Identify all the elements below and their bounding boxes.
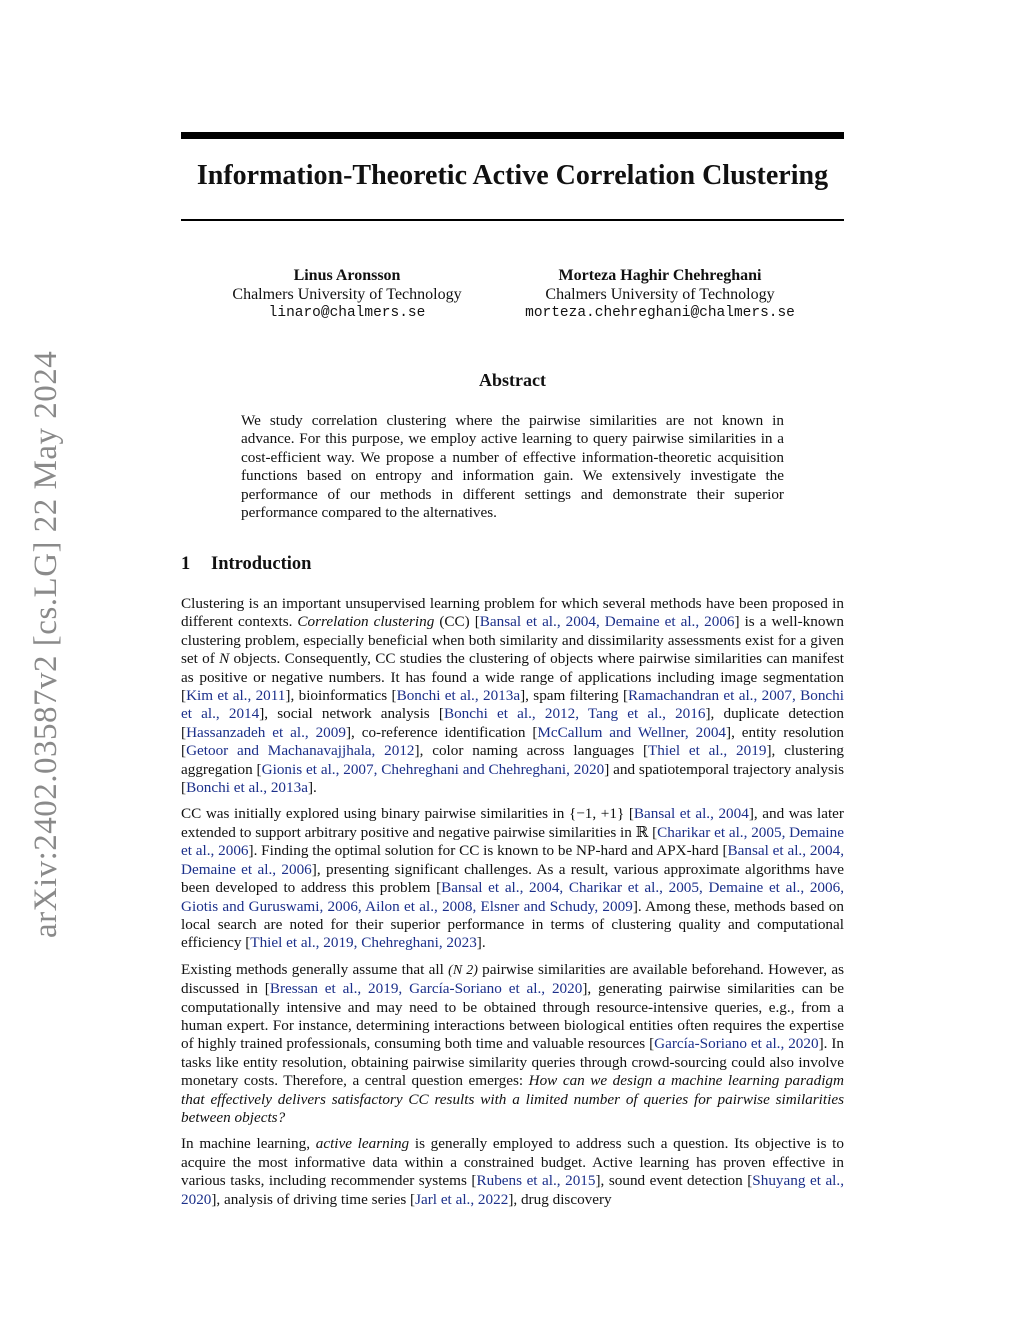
citation-link[interactable]: Hassanzadeh et al., 2009 (186, 723, 346, 741)
math-reals: ℝ (635, 823, 649, 841)
math-set: {−1, +1} (568, 805, 625, 823)
citation-link[interactable]: Bressan et al., 2019, García-Soriano et al., 2020 (269, 980, 583, 998)
citation-link[interactable]: Bonchi et al., 2013a (396, 687, 521, 705)
citation-link[interactable]: Thiel et al., 2019, Chehreghani, 2023 (250, 934, 477, 952)
central-question: How can we design a machine learning paradigm that effectively delivers satisfactory CC results with a limited number of queries for pairwise similarities between objects? (181, 1072, 844, 1126)
paper-title: Information-Theoretic Active Correlation Clustering (196, 160, 829, 191)
arxiv-identifier-stamp: arXiv:2402.03587v2 [cs.LG] 22 May 2024 (28, 350, 64, 938)
citation-link[interactable]: Bonchi et al., 2012, Tang et al., 2016 (443, 705, 706, 723)
citation-link[interactable]: García-Soriano et al., 2020 (654, 1035, 819, 1053)
paragraph-4: In machine learning, active learning is generally employed to address such a question. Its objective is to acquire the most informative data within a constrained budget. Active learning has proven effective in various tasks, including recommender systems [Rubens et al., 2015], sound event detection [Shuyang et al., 2020], analysis of driving time series [Jarl et al., 2022], drug discovery (181, 1135, 844, 1208)
paragraph-1: Clustering is an important unsupervised learning problem for which several methods have been proposed in different contexts. Correlation clustering (CC) [Bansal et al., 2004, Demaine et al., 2006] is a well-known clustering problem, especially beneficial when both similarity and dissimilarity assessments exist for a given set of N objects. Consequently, CC studies the clustering of objects where pairwise similarities can manifest as positive or negative numbers. It has found a wide range of applications including image segmentation [Kim et al., 2011], bioinformatics [Bonchi et al., 2013a], spam filtering [Ramachandran et al., 2007, Bonchi et al., 2014], social network analysis [Bonchi et al., 2012, Tang et al., 2016], duplicate detection [Hassanzadeh et al., 2009], co-reference identification [McCallum and Wellner, 2004], entity resolution [Getoor and Machanavajjhala, 2012], color naming across languages [Thiel et al., 2019], clustering aggregation [Gionis et al., 2007, Chehreghani and Chehreghani, 2020] and spatiotemporal trajectory analysis [Bonchi et al., 2013a]. (181, 595, 845, 797)
term-active-learning: active learning (315, 1135, 410, 1153)
citation-link[interactable]: Jarl et al., 2022 (415, 1190, 509, 1208)
citation-link[interactable]: Bansal et al., 2004, Demaine et al., 2006 (181, 842, 844, 878)
author-block-1 (212, 266, 482, 323)
author-block-2 (505, 266, 815, 323)
title-bottom-rule (181, 219, 844, 221)
paragraph-3: Existing methods generally assume that all (N 2) pairwise similarities are available beforehand. However, as discussed in [Bressan et al., 2019, García-Soriano et al., 2020], generating pairwise similarities can be computationally intensive and may need to be obtained through resource-intensive queries, e.g., from a human expert. For instance, determining interactions between biological entities often requires the expertise of highly trained professionals, consuming both time and valuable resources [García-Soriano et al., 2020]. In tasks like entity resolution, obtaining pairwise similarity queries through crowd-sourcing could also involve monetary costs. Therefore, a central question emerges: How can we design a machine learning paradigm that effectively delivers satisfactory CC results with a limited number of queries for pairwise similarities between objects? (181, 960, 844, 1126)
citation-link[interactable]: Ramachandran et al., 2007, Bonchi et al., 2014 (181, 687, 844, 723)
author-affiliation: Chalmers University of Technology (545, 286, 775, 303)
section-title: Introduction (211, 554, 312, 574)
citation-link[interactable]: Bansal et al., 2004 (633, 805, 749, 823)
citation-link[interactable]: Kim et al., 2011 (186, 687, 286, 705)
author-name: Morteza Haghir Chehreghani (558, 267, 762, 284)
citation-link[interactable]: Charikar et al., 2005, Demaine et al., 2006 (181, 823, 844, 860)
title-top-rule (181, 132, 844, 139)
author-name: Linus Aronsson (293, 267, 401, 284)
citation-link[interactable]: Thiel et al., 2019 (648, 742, 767, 760)
citation-link[interactable]: Bonchi et al., 2013a (186, 779, 308, 797)
citation-link[interactable]: Bansal et al., 2004, Demaine et al., 2006 (479, 613, 735, 631)
citation-link[interactable]: Shuyang et al., 2020 (181, 1172, 844, 1208)
author-affiliation: Chalmers University of Technology (232, 286, 462, 303)
math-binomial: (N 2) (448, 962, 478, 978)
abstract-text: We study correlation clustering where the pairwise similarities are not known in advance. For this purpose, we employ active learning to query pairwise similarities in a cost-efficient way. We propose a number of effective information-theoretic acquisition functions based on entropy and information gain. We extensively investigate the performance of our methods in different settings and demonstrate their superior performance compared to the alternatives. (241, 412, 784, 522)
paragraph-2: CC was initially explored using binary pairwise similarities in {−1, +1} [Bansal et al., 2004], and was later extended to support arbitrary positive and negative pairwise similarities in ℝ [Charikar et al., 2005, Demaine et al., 2006]. Finding the optimal solution for CC is known to be NP-hard and APX-hard [Bansal et al., 2004, Demaine et al., 2006], presenting significant challenges. As a result, various approximate algorithms have been developed to address this problem [Bansal et al., 2004, Charikar et al., 2005, Demaine et al., 2006, Giotis and Guruswami, 2006, Ailon et al., 2008, Elsner and Schudy, 2009]. Among these, methods based on local search are noted for their superior performance in terms of clustering quality and computational efficiency [Thiel et al., 2019, Chehreghani, 2023]. (181, 805, 845, 952)
introduction-body (181, 595, 844, 1217)
author-email[interactable]: morteza.chehreghani@chalmers.se (525, 305, 795, 321)
citation-link[interactable]: Gionis et al., 2007, Chehreghani and Chehreghani, 2020 (261, 760, 605, 778)
math-n: N (219, 650, 230, 668)
citation-link[interactable]: Bansal et al., 2004, Charikar et al., 2005, Demaine et al., 2006, Giotis and Guruswami, 2006, Ailon et al., 2008, Elsner and Schudy, 2009 (181, 879, 844, 915)
section-number: 1 (181, 554, 191, 574)
term-correlation-clustering: Correlation clustering (297, 613, 435, 631)
citation-link[interactable]: Getoor and Machanavajjhala, 2012 (186, 742, 415, 760)
citation-link[interactable]: McCallum and Wellner, 2004 (537, 723, 727, 741)
abstract-heading: Abstract (479, 370, 546, 390)
citation-link[interactable]: Rubens et al., 2015 (476, 1172, 596, 1190)
section-heading (181, 554, 311, 575)
author-email[interactable]: linaro@chalmers.se (268, 305, 426, 321)
